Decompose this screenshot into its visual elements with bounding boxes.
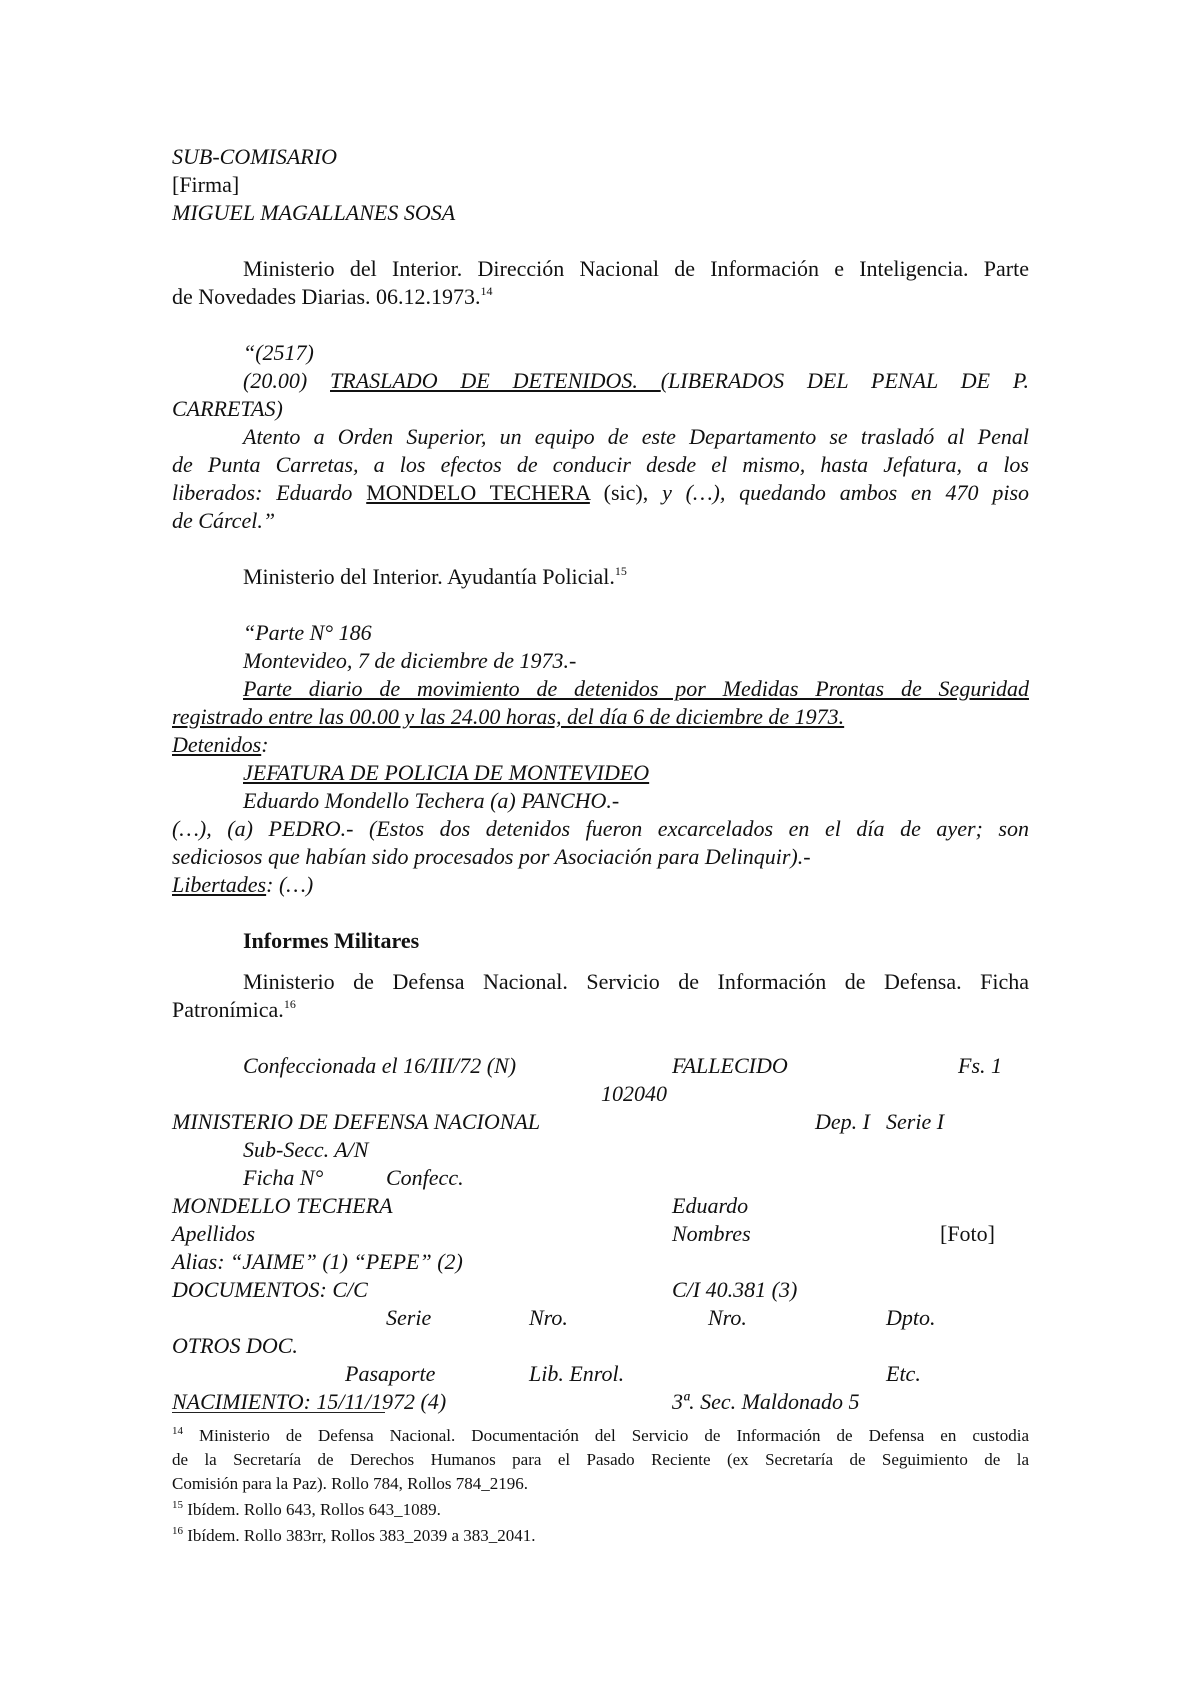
section-source-line1: Ministerio de Defensa Nacional. Servicio de Información de Defensa. Ficha — [243, 969, 1029, 994]
section-source-line2: Patronímica.$^{16}$ — [172, 997, 296, 1022]
quote1-body2: de Punta Carretas, a los efectos de conducir desde el mismo, hasta Jefatura, a los — [172, 452, 1029, 477]
ficha-subsecc: Sub-Secc. A/N — [243, 1137, 369, 1162]
footnote-16: $^{16}$ Ibídem. Rollo 383rr, Rollos 383_2039 a 383_2041. — [172, 1525, 536, 1545]
ficha-ficha-n: Ficha N° — [243, 1165, 324, 1190]
quote2-place-date: Montevideo, 7 de diciembre de 1973.- — [243, 648, 577, 673]
ficha-serie-i: Serie I — [886, 1109, 945, 1134]
quote2-parte: “Parte N° 186 — [243, 620, 372, 645]
footnote-separator — [172, 1412, 385, 1413]
footnote-14-line2: de la Secretaría de Derechos Humanos para el Pasado Reciente (ex Secretaría de Seguimiento de la — [172, 1450, 1029, 1469]
ficha-lib-enrol: Lib. Enrol. — [529, 1361, 625, 1386]
ficha-nro2: Nro. — [708, 1305, 747, 1330]
source1-line2: de Novedades Diarias. 06.12.1973.14 — [172, 284, 493, 309]
ficha-fallecido: FALLECIDO — [672, 1053, 788, 1078]
ficha-nombres: Nombres — [672, 1221, 751, 1246]
ficha-ministerio: MINISTERIO DE DEFENSA NACIONAL — [172, 1109, 541, 1134]
footnote-14-line1: $^{14}$ Ministerio de Defensa Nacional. Documentación del Servicio de Información de Defensa en custodia — [172, 1425, 1030, 1445]
footnote-ref-16: 16 — [283, 997, 296, 1011]
source2: Ministerio del Interior. Ayudantía Policial.$^{15}$ — [243, 564, 627, 589]
signature-rank: SUB-COMISARIO — [172, 144, 337, 169]
ficha-ci: C/I 40.381 (3) — [672, 1277, 798, 1302]
quote1-body4: de Cárcel.” — [172, 508, 276, 533]
ficha-surname: MONDELLO TECHERA — [172, 1193, 393, 1218]
quote2-line-a: (…), (a) PEDRO.- (Estos dos detenidos fueron excarcelados en el día de ayer; son — [172, 816, 1029, 841]
quote2-heading2: registrado entre las 00.00 y las 24.00 horas, del día 6 de diciembre de 1973. — [172, 704, 845, 729]
ficha-otros: OTROS DOC. — [172, 1333, 298, 1358]
quote1-number: “(2517) — [243, 340, 314, 365]
quote2-heading1: Parte diario de movimiento de detenidos por Medidas Prontas de Seguridad — [243, 676, 1029, 701]
quote2-libertades: Libertades: (…) — [172, 872, 314, 897]
ficha-confeccionada: Confeccionada el 16/III/72 (N) — [243, 1053, 517, 1078]
ficha-confecc: Confecc. — [386, 1165, 464, 1190]
ficha-lugar: 3ª. Sec. Maldonado 5 — [672, 1389, 860, 1414]
ficha-nacimiento: NACIMIENTO: 15/11/1972 (4) — [172, 1389, 447, 1414]
quote1-title: TRASLADO DE DETENIDOS. — [330, 368, 661, 393]
quote1-subtitle: CARRETAS) — [172, 396, 283, 421]
ficha-fs: Fs. 1 — [958, 1053, 1002, 1078]
ficha-etc: Etc. — [886, 1361, 921, 1386]
ficha-foto: [Foto] — [940, 1221, 995, 1246]
footnote-15: $^{15}$ Ibídem. Rollo 643, Rollos 643_1089. — [172, 1499, 441, 1519]
source1-line1: Ministerio del Interior. Dirección Nacional de Información e Inteligencia. Parte — [243, 256, 1029, 281]
ficha-serie: Serie — [386, 1305, 432, 1330]
ficha-apellidos: Apellidos — [172, 1221, 256, 1246]
ficha-nro1: Nro. — [529, 1305, 568, 1330]
ficha-number: 102040 — [601, 1081, 667, 1106]
quote2-detenidos: Detenidos: — [172, 732, 269, 757]
footnote-ref-15: 15 — [614, 564, 627, 578]
footnote-14-line3: Comisión para la Paz). Rollo 784, Rollos 784_2196. — [172, 1474, 529, 1493]
ficha-documentos: DOCUMENTOS: C/C — [172, 1277, 368, 1302]
section-heading: Informes Militares — [243, 928, 420, 953]
signature-firma: [Firma] — [172, 172, 240, 197]
ficha-pasaporte: Pasaporte — [345, 1361, 436, 1386]
ficha-alias: Alias: “JAIME” (1) “PEPE” (2) — [172, 1249, 463, 1274]
quote1-name: MONDELO TECHERA — [366, 480, 590, 505]
quote1-body3: liberados: Eduardo MONDELO TECHERA (sic), y (…), quedando ambos en 470 piso — [172, 480, 1030, 505]
ficha-dep: Dep. I — [815, 1109, 870, 1134]
quote2-detainee: Eduardo Mondello Techera (a) PANCHO.- — [243, 788, 620, 813]
quote1-body1: Atento a Orden Superior, un equipo de este Departamento se trasladó al Penal — [243, 424, 1029, 449]
ficha-given: Eduardo — [672, 1193, 749, 1218]
ficha-dpto: Dpto. — [886, 1305, 936, 1330]
signature-name: MIGUEL MAGALLANES SOSA — [172, 200, 456, 225]
quote2-jefatura: JEFATURA DE POLICIA DE MONTEVIDEO — [243, 760, 650, 785]
quote2-line-b: sediciosos que habían sido procesados por Asociación para Delinquir).- — [172, 844, 811, 869]
quote1-title-line: (20.00) TRASLADO DE DETENIDOS. (LIBERADOS DEL PENAL DE P. — [243, 368, 1030, 393]
footnote-ref-14: 14 — [480, 284, 493, 298]
